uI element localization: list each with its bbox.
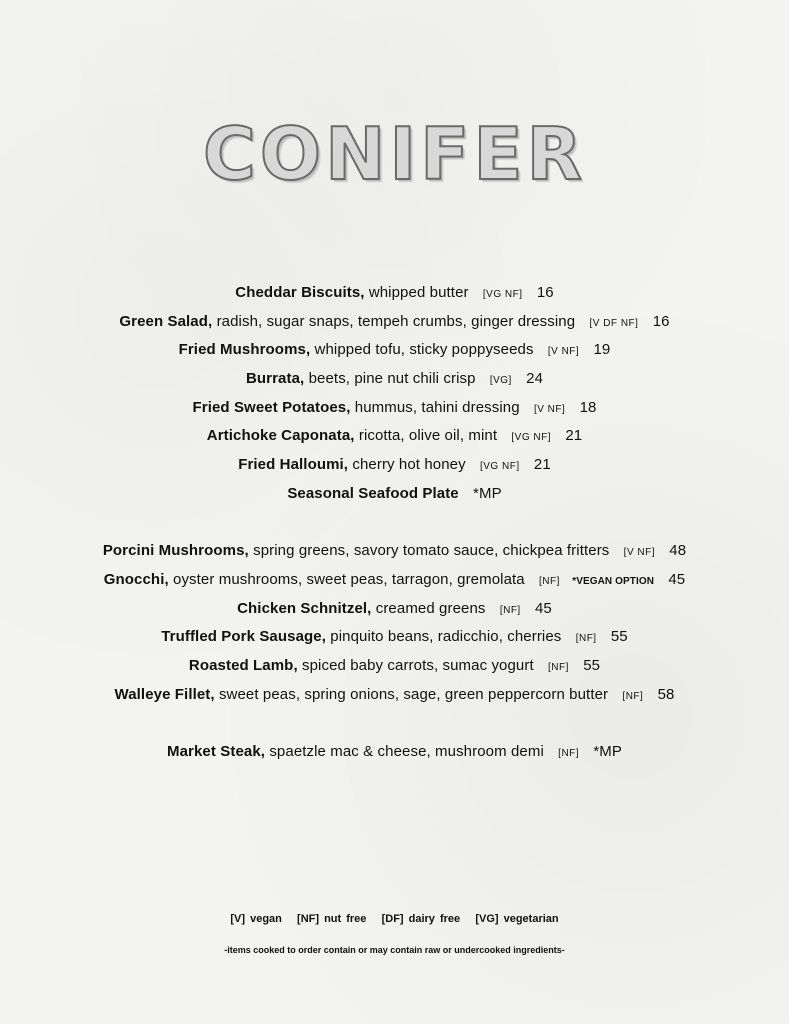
starters-section (0, 279, 789, 767)
item-description: ricotta, olive oil, mint (358, 427, 498, 445)
menu-item (0, 365, 789, 394)
item-name: Porcini Mushrooms, (102, 542, 249, 560)
item-tags: [NF] (575, 633, 597, 645)
item-description: cherry hot honey (352, 456, 466, 474)
item-name: Seasonal Seafood Plate (287, 484, 459, 502)
item-name: Cheddar Biscuits, (235, 284, 365, 301)
item-name: Gnocchi, (103, 570, 169, 588)
item-price: 55 (583, 656, 601, 674)
item-name: Fried Halloumi, (238, 456, 349, 474)
raw-food-notice: -items cooked to order contain or may contain raw or undercooked ingredients- (224, 945, 565, 955)
item-name: Green Salad, (119, 312, 213, 330)
item-price: 24 (526, 370, 544, 388)
item-price: 16 (536, 284, 554, 301)
restaurant-logo: CONIFER (203, 112, 586, 196)
item-name: Walleye Fillet, (114, 685, 215, 703)
item-price: *MP (593, 743, 622, 760)
item-description: pinquito beans, radicchio, cherries (330, 628, 562, 646)
item-tags: [VG NF] (511, 432, 552, 444)
section-gap (0, 509, 789, 538)
item-price: 55 (610, 628, 628, 646)
item-name: Chicken Schnitzel, (237, 599, 372, 617)
dietary-legend: [V] vegan [NF] nut free [DF] dairy free [VG] vegetarian (230, 913, 559, 925)
item-name: Market Steak, (167, 743, 266, 760)
item-name: Fried Sweet Potatoes, (192, 398, 351, 416)
menu-item (0, 595, 789, 624)
item-description: spiced baby carrots, sumac yogurt (302, 656, 534, 674)
item-tags: [VG NF] (479, 461, 520, 473)
item-description: spaetzle mac & cheese, mushroom demi (269, 743, 544, 760)
menu-item (0, 537, 789, 566)
item-description: whipped tofu, sticky poppyseeds (314, 341, 534, 359)
item-name: Truffled Pork Sausage, (161, 628, 326, 646)
menu-item (0, 336, 789, 365)
item-description: beets, pine nut chili crisp (308, 370, 476, 388)
item-tags: [V NF] (547, 346, 580, 358)
menu-item (0, 623, 789, 652)
item-price: 48 (669, 542, 687, 560)
item-price: 18 (579, 398, 597, 416)
item-tags: [NF] (558, 748, 580, 759)
item-price: 21 (533, 456, 551, 474)
menu-item (0, 394, 789, 423)
item-description: whipped butter (368, 284, 469, 301)
item-price: *MP (473, 484, 502, 502)
menu-item (0, 422, 789, 451)
item-name: Roasted Lamb, (188, 656, 298, 674)
item-description: sweet peas, spring onions, sage, green peppercorn butter (218, 685, 609, 703)
menu-item (0, 738, 789, 767)
item-tags: [VG] (489, 375, 512, 387)
item-description: oyster mushrooms, sweet peas, tarragon, gremolata (173, 570, 525, 588)
menu-item (0, 652, 789, 681)
item-description: spring greens, savory tomato sauce, chickpea fritters (253, 542, 610, 560)
item-tags: [VG NF] (482, 289, 523, 300)
item-tags: [NF] (539, 575, 560, 587)
item-tags: [NF] (622, 690, 644, 702)
item-vegan-option: *VEGAN OPTION (572, 575, 655, 587)
item-tags: [V DF NF] (589, 317, 639, 329)
item-tags: [V NF] (533, 403, 566, 415)
item-name: Burrata, (245, 370, 305, 388)
item-description: radish, sugar snaps, tempeh crumbs, ginger dressing (216, 312, 576, 330)
item-name: Artichoke Caponata, (206, 427, 355, 445)
item-tags: [NF] (499, 604, 521, 616)
item-tags: [V NF] (623, 547, 656, 559)
menu-item (0, 681, 789, 710)
item-name: Fried Mushrooms, (178, 341, 311, 359)
menu-item (0, 279, 789, 308)
item-description: creamed greens (375, 599, 486, 617)
item-description: hummus, tahini dressing (354, 398, 520, 416)
menu-item (0, 308, 789, 337)
section-gap (0, 709, 789, 738)
item-price: 45 (534, 599, 552, 617)
menu-item (0, 566, 789, 595)
item-price: 58 (657, 685, 675, 703)
item-price: 45 (668, 570, 686, 588)
item-price: 19 (593, 341, 611, 359)
item-price: 16 (652, 312, 670, 330)
menu-item (0, 451, 789, 480)
item-tags: [NF] (548, 661, 569, 673)
item-price: 21 (565, 427, 583, 445)
menu-item (0, 480, 789, 509)
